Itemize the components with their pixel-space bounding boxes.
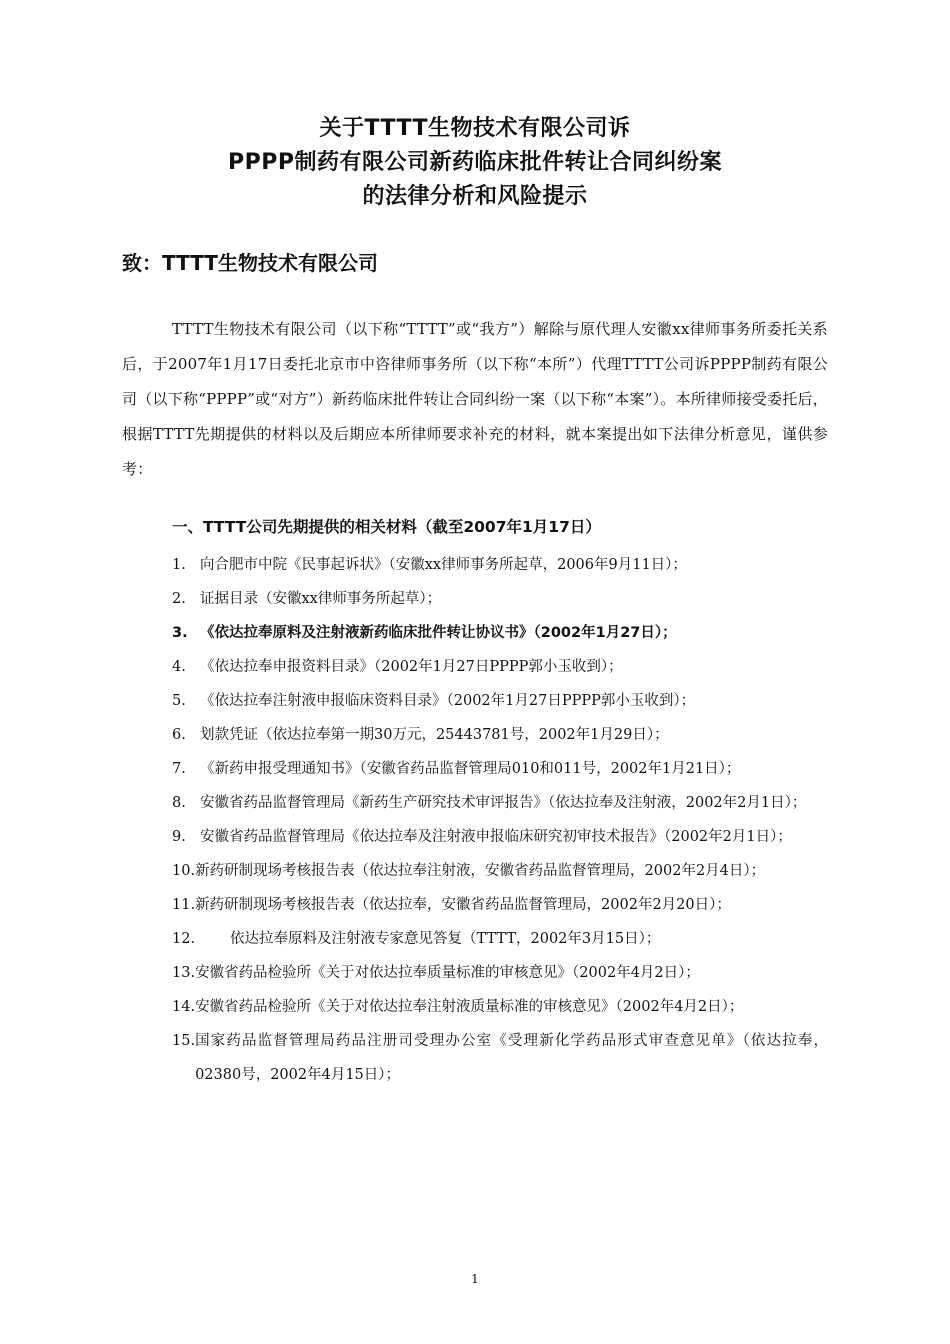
list-item (172, 888, 828, 922)
list-item-number: 10. (172, 863, 196, 879)
list-item-text: 《依达拉奉原料及注射液新药临床批件转让协议书》（2002年1月27日）； (200, 625, 677, 641)
list-item (172, 582, 828, 616)
list-item-text: 国家药品监督管理局药品注册司受理办公室《受理新化学药品形式审查意见单》（依达拉奉，02380号，2002年4月15日）； (195, 1033, 828, 1083)
list-item-text: 《依达拉奉申报资料目录》（2002年1月27日PPPP郭小玉收到）； (200, 659, 623, 675)
materials-list (172, 548, 828, 1092)
list-item (172, 786, 828, 820)
list-item-number: 2. (172, 591, 186, 607)
list-item-number: 14. (172, 999, 196, 1015)
list-item (172, 684, 828, 718)
list-item-text: 证据目录（安徽xx律师事务所起草）； (200, 591, 442, 607)
list-item-number: 13. (172, 965, 196, 981)
list-item (172, 922, 828, 956)
list-item (172, 650, 828, 684)
list-item-text: 新药研制现场考核报告表（依达拉奉注射液，安徽省药品监督管理局，2002年2月4日）； (195, 863, 766, 879)
list-item-text: 安徽省药品检验所《关于对依达拉奉质量标准的审核意见》（2002年4月2日）； (195, 965, 700, 981)
list-item (172, 718, 828, 752)
list-item (172, 752, 828, 786)
title-line-3: 的法律分析和风险提示 (362, 184, 588, 209)
page-number: 1 (471, 1272, 479, 1286)
list-item-text: 向合肥市中院《民事起诉状》（安徽xx律师事务所起草，2006年9月11日）； (200, 557, 687, 573)
list-item-text: 安徽省药品检验所《关于对依达拉奉注射液质量标准的审核意见》（2002年4月2日）； (195, 999, 744, 1015)
list-item (172, 854, 828, 888)
section-heading: 一、TTTT公司先期提供的相关材料（截至2007年1月17日） (172, 518, 601, 536)
title-line-1: 关于TTTT生物技术有限公司诉 (319, 116, 631, 141)
list-item-text: 安徽省药品监督管理局《依达拉奉及注射液申报临床研究初审技术报告》（2002年2月1日）； (200, 829, 792, 845)
list-item-number: 12. (172, 931, 196, 947)
list-item-number: 9. (172, 829, 186, 845)
list-item-text: 安徽省药品监督管理局《新药生产研究技术审评报告》（依达拉奉及注射液，2002年2月1日）； (200, 795, 807, 811)
list-item (172, 1024, 828, 1092)
title-line-2: PPPP制药有限公司新药临床批件转让合同纠纷案 (228, 150, 722, 175)
list-item-text: 依达拉奉原料及注射液专家意见答复（TTTT，2002年3月15日）； (230, 931, 661, 947)
list-item-text: 划款凭证（依达拉奉第一期30万元，25443781号，2002年1月29日）； (200, 727, 669, 743)
addressee: 致：TTTT生物技术有限公司 (122, 251, 378, 275)
list-item (172, 616, 828, 650)
list-item-number: 8. (172, 795, 186, 811)
list-item-text: 《依达拉奉注射液申报临床资料目录》（2002年1月27日PPPP郭小玉收到）； (200, 693, 696, 709)
list-item-number: 4. (172, 659, 186, 675)
list-item-text: 《新药申报受理通知书》（安徽省药品监督管理局010和011号，2002年1月21日）； (200, 761, 741, 777)
list-item-number: 15. (172, 1033, 196, 1049)
document-title (0, 112, 950, 214)
list-item-number: 7. (172, 761, 186, 777)
list-item-number: 11. (172, 897, 196, 913)
list-item (172, 820, 828, 854)
list-item (172, 990, 828, 1024)
list-item-number: 5. (172, 693, 186, 709)
list-item-text: 新药研制现场考核报告表（依达拉奉，安徽省药品监督管理局，2002年2月20日）； (195, 897, 731, 913)
list-item-number: 3. (172, 625, 188, 641)
intro-paragraph: TTTT生物技术有限公司（以下称“TTTT”或“我方”）解除与原代理人安徽xx律师事务所委托关系后，于2007年1月17日委托北京市中咨律师事务所（以下称“本所”）代理TTTT公司诉PPPP制药有限公司（以下称“PPPP”或“对方”）新药临床批件转让合同纠纷一案（以下称“本案”）。本所律师接受委托后，根据TTTT先期提供的材料以及后期应本所律师要求补充的材料，就本案提出如下法律分析意见，谨供参考： (122, 320, 828, 478)
list-item-number: 6. (172, 727, 186, 743)
list-item (172, 548, 828, 582)
list-item (172, 956, 828, 990)
list-item-number: 1. (172, 557, 186, 573)
